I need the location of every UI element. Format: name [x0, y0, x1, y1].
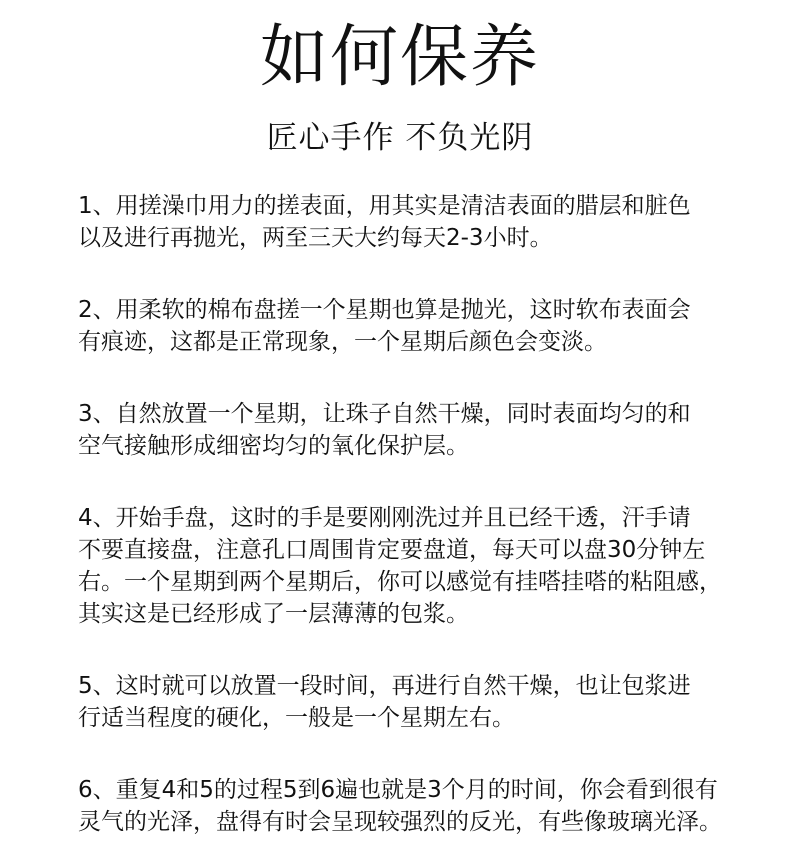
page-title: 如何保养	[259, 18, 540, 97]
care-step-3: 3、自然放置一个星期，让珠子自然干燥，同时表面均匀的和 空气接触形成细密均匀的氧化保护层。	[78, 401, 691, 459]
care-step-5: 5、这时就可以放置一段时间，再进行自然干燥，也让包浆进 行适当程度的硬化，一般是一个星期左右。	[78, 673, 691, 731]
care-steps-list	[78, 190, 758, 838]
page-subtitle: 匠心手作 不负光阴	[266, 120, 534, 156]
care-step-2: 2、用柔软的棉布盘搓一个星期也算是抛光，这时软布表面会 有痕迹，这都是正常现象，一个星期后颜色会变淡。	[78, 297, 691, 355]
care-step-1: 1、用搓澡巾用力的搓表面，用其实是清洁表面的腊层和脏色 以及进行再抛光，两至三天大约每天2-3小时。	[78, 193, 691, 251]
care-step-4: 4、开始手盘，这时的手是要刚刚洗过并且已经干透，汗手请 不要直接盘，注意孔口周围肯定要盘道，每天可以盘30分钟左 右。一个星期到两个星期后，你可以感觉有挂嗒挂嗒的粘阻感， 其实这是已经形成了一层薄薄的包浆。	[78, 505, 722, 627]
care-step-6: 6、重复4和5的过程5到6遍也就是3个月的时间，你会看到很有 灵气的光泽，盘得有时会呈现较强烈的反光，有些像玻璃光泽。	[78, 777, 722, 835]
